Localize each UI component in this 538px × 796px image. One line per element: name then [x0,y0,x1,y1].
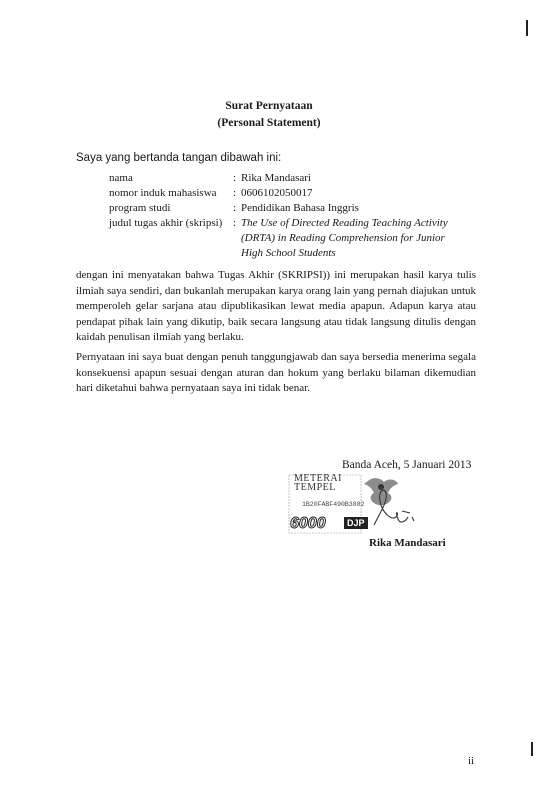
field-colon: : [233,172,237,184]
field-label: nama [109,172,133,184]
stamp-title-line-1: METERAI [294,473,342,484]
page-number: ii [468,755,475,767]
field-label: nomor induk mahasiswa [109,187,217,199]
field-label: program studi [109,202,171,214]
stamp-title-line-2: TEMPEL [294,482,336,493]
place-date: Banda Aceh, 5 Januari 2013 [342,459,472,471]
field-colon: : [233,202,237,214]
statement-paragraph-2: Pernyataan ini saya buat dengan penuh tanggungjawab dan saya bersedia menerima segala konsekuensi apapun sesuai dengan aturan dan hokum yang berlaku bilaman dikemudian hari diketahui bahwa pernyataan saya ini tidak benar. [76,351,476,394]
intro-line: Saya yang bertanda tangan dibawah ini: [76,152,282,164]
scan-mark-top [526,20,528,36]
field-colon: : [233,187,237,199]
stamp-serial: 1B20FABF490B3882 [302,501,365,508]
thesis-title-line-1: The Use of Directed Reading Teaching Activity [241,217,448,229]
field-value: Pendidikan Bahasa Inggris [241,202,359,214]
field-label: judul tugas akhir (skripsi) [109,217,223,229]
thesis-title-line-3: High School Students [241,247,336,259]
document-subtitle: (Personal Statement) [217,117,321,129]
thesis-title-line-2: (DRTA) in Reading Comprehension for Junior [241,232,445,244]
signature-icon [374,490,414,525]
document-title: Surat Pernyataan [225,100,313,112]
revenue-stamp [288,473,398,535]
statement-paragraph-1: dengan ini menyatakan bahwa Tugas Akhir (SKRIPSI)) ini merupakan hasil karya tulis ilmiah saya sendiri, dan bukanlah merupakan karya orang lain yang pernah diajukan untuk memperoleh gelar sarjana atau dipublikasikan lewat media apapun. Adapun karya atau pendapat pihak lain yang dikutip, baik secara langsung atau tidak langsung ditulis dengan kaidah penulisan ilmiah yang berlaku. [76,269,476,343]
field-colon: : [233,217,237,229]
field-value: 0606102050017 [241,187,313,199]
stamp-title [294,474,342,492]
stamp-issuer: DJP [344,517,368,529]
scan-mark-bottom [531,742,533,756]
signer-name: Rika Mandasari [369,537,446,549]
field-value: Rika Mandasari [241,172,311,184]
stamp-value: 6000 [290,515,326,532]
